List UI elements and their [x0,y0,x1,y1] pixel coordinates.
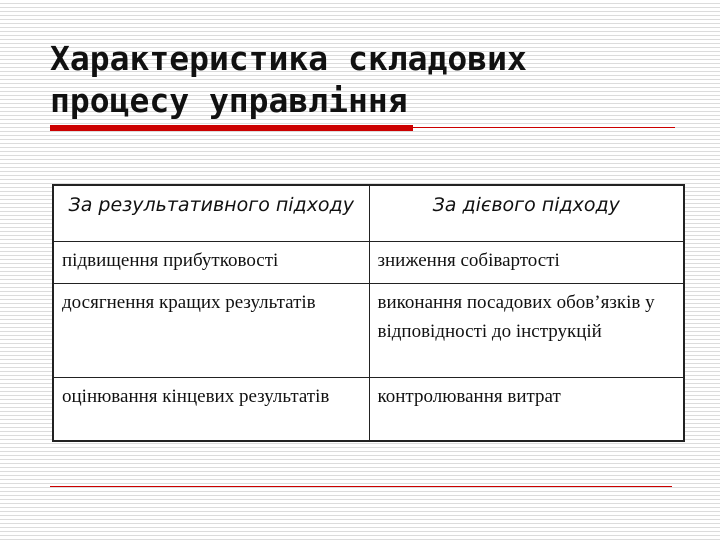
table-cell: контролювання витрат [369,377,684,441]
slide-title [50,38,690,122]
table-row [53,241,684,283]
slide-title-line-1: Характеристика складових [50,39,527,78]
table-header-row [53,185,684,241]
slide-title-line-2: процесу управління [50,81,408,120]
table-cell: підвищення прибутковості [53,241,369,283]
table-cell: виконання посадових обов’язків у відповідності до інструкцій [369,283,684,377]
comparison-table [52,184,685,442]
header-results-approach: За результативного підходу [53,185,369,241]
table-row [53,283,684,377]
table-row [53,377,684,441]
title-underline [413,127,675,128]
footer-rule [50,486,672,487]
title-accent-bar [50,125,413,131]
table-cell: досягнення кращих результатів [53,283,369,377]
table-cell: оцінювання кінцевих результатів [53,377,369,441]
table-cell: зниження собівартості [369,241,684,283]
header-action-approach: За дієвого підходу [432,194,620,216]
